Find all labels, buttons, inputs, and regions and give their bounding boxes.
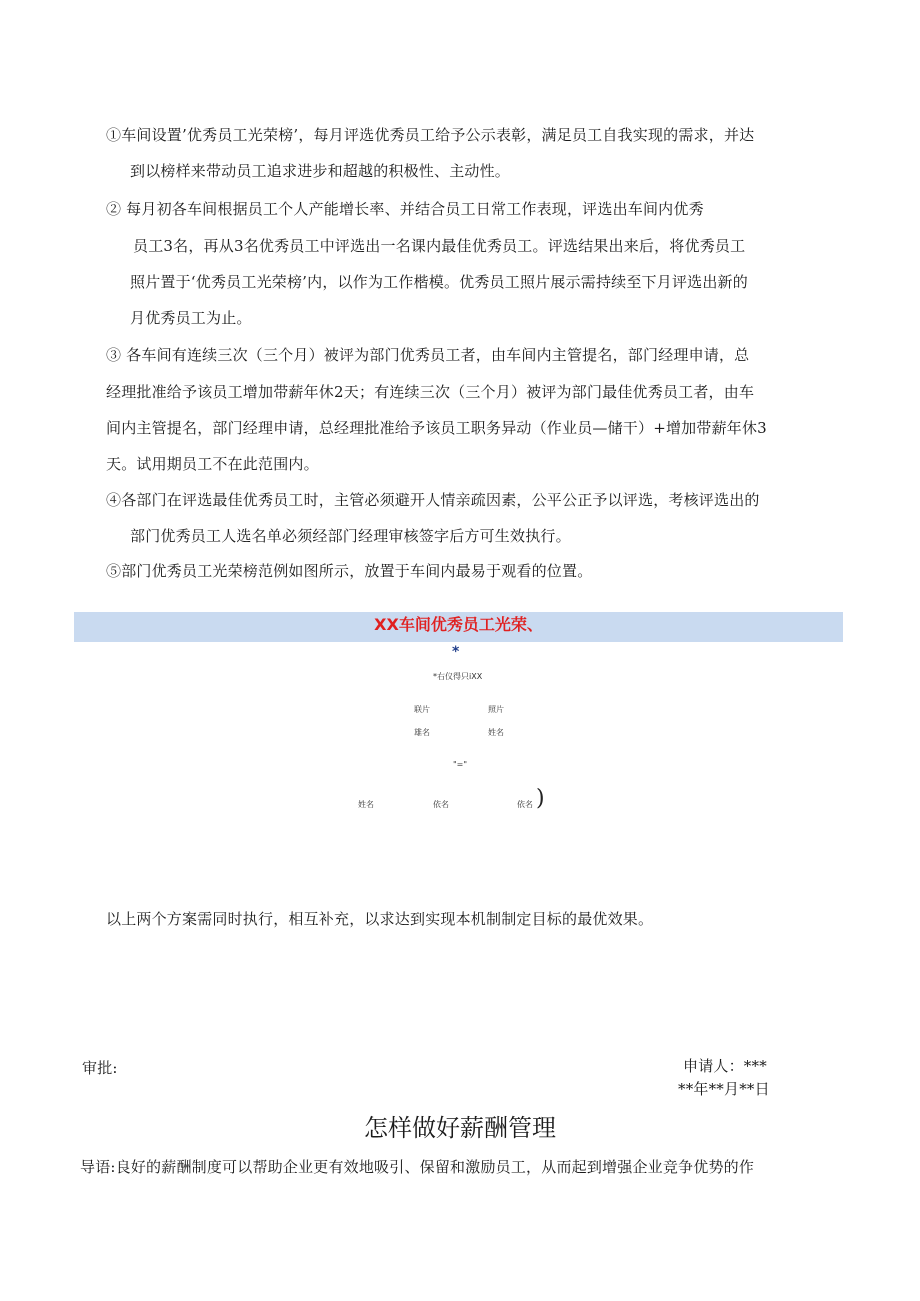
name-label-right: 姓名 [488, 728, 504, 737]
rule-1-line-2: 到以榜样来带动员工追求进步和超越的积极性、主动性。 [130, 162, 511, 180]
applicant-label: 申请人：*** [683, 1057, 767, 1075]
photo-placeholder-left: 联片 [414, 705, 430, 714]
article-intro: 导语:良好的薪酬制度可以帮助企业更有效地吸引、保留和激励员工，从而起到增强企业竞争优势的作 [80, 1158, 755, 1176]
honor-board-title: XX车间优秀员工光荣、 [374, 615, 543, 634]
honor-board-subtitle: *右仪得只iXX [433, 672, 483, 681]
bottom-name-2: 依名 [433, 800, 449, 809]
rule-2-line-4: 月优秀员工为止。 [130, 309, 252, 327]
bottom-name-3: 依名 [517, 800, 533, 809]
photo-placeholder-right: 照片 [488, 705, 504, 714]
name-label-left: 雄名 [414, 728, 430, 737]
rule-1-line-1: ①车间设置’优秀员工光荣榜’，每月评选优秀员工给予公示表彰，满足员工自我实现的需求，并达 [106, 126, 755, 144]
rule-3-line-1: ③ 各车间有连续三次（三个月）被评为部门优秀员工者，由车间内主管提名，部门经理申请，总 [106, 346, 750, 364]
honor-board-divider: "=" [453, 760, 468, 769]
rule-5-line-1: ⑤部门优秀员工光荣榜范例如图所示，放置于车间内最易于观看的位置。 [106, 562, 593, 580]
approval-label: 审批: [82, 1059, 118, 1077]
rule-2-line-1: ② 每月初各车间根据员工个人产能增长率、并结合员工日常工作表现，评选出车间内优秀 [106, 200, 704, 218]
rule-4-line-1: ④各部门在评选最佳优秀员工时，主管必须避开人情亲疏因素，公平公正予以评选，考核评选出的 [106, 491, 760, 509]
article-title: 怎样做好薪酬管理 [364, 1114, 556, 1142]
rule-3-line-3: 间内主管提名，部门经理申请，总经理批准给予该员工职务异动（作业员—储干）+增加带薪年休3 [106, 419, 767, 437]
bottom-name-1: 姓名 [358, 800, 374, 809]
rule-3-line-2: 经理批准给予该员工增加带薪年休2天；有连续三次（三个月）被评为部门最佳优秀员工者，由车 [106, 383, 755, 401]
rule-3-line-4: 天。试用期员工不在此范围内。 [106, 455, 319, 473]
closing-bracket: ) [536, 786, 545, 811]
rule-4-line-2: 部门优秀员工人选名单必须经部门经理审核签字后方可生效执行。 [130, 527, 571, 545]
rule-2-line-2: 员工3名，再从3名优秀员工中评选出一名课内最佳优秀员工。评选结果出来后，将优秀员工 [133, 237, 746, 255]
date-label: **年**月**日 [678, 1080, 770, 1098]
rule-2-line-3: 照片置于‘优秀员工光荣榜’内，以作为工作楷模。优秀员工照片展示需持续至下月评选出新的 [130, 273, 748, 291]
honor-board-star: * [452, 644, 460, 660]
honor-board-banner [74, 612, 843, 642]
summary-text: 以上两个方案需同时执行，相互补充，以求达到实现本机制制定目标的最优效果。 [106, 910, 654, 928]
